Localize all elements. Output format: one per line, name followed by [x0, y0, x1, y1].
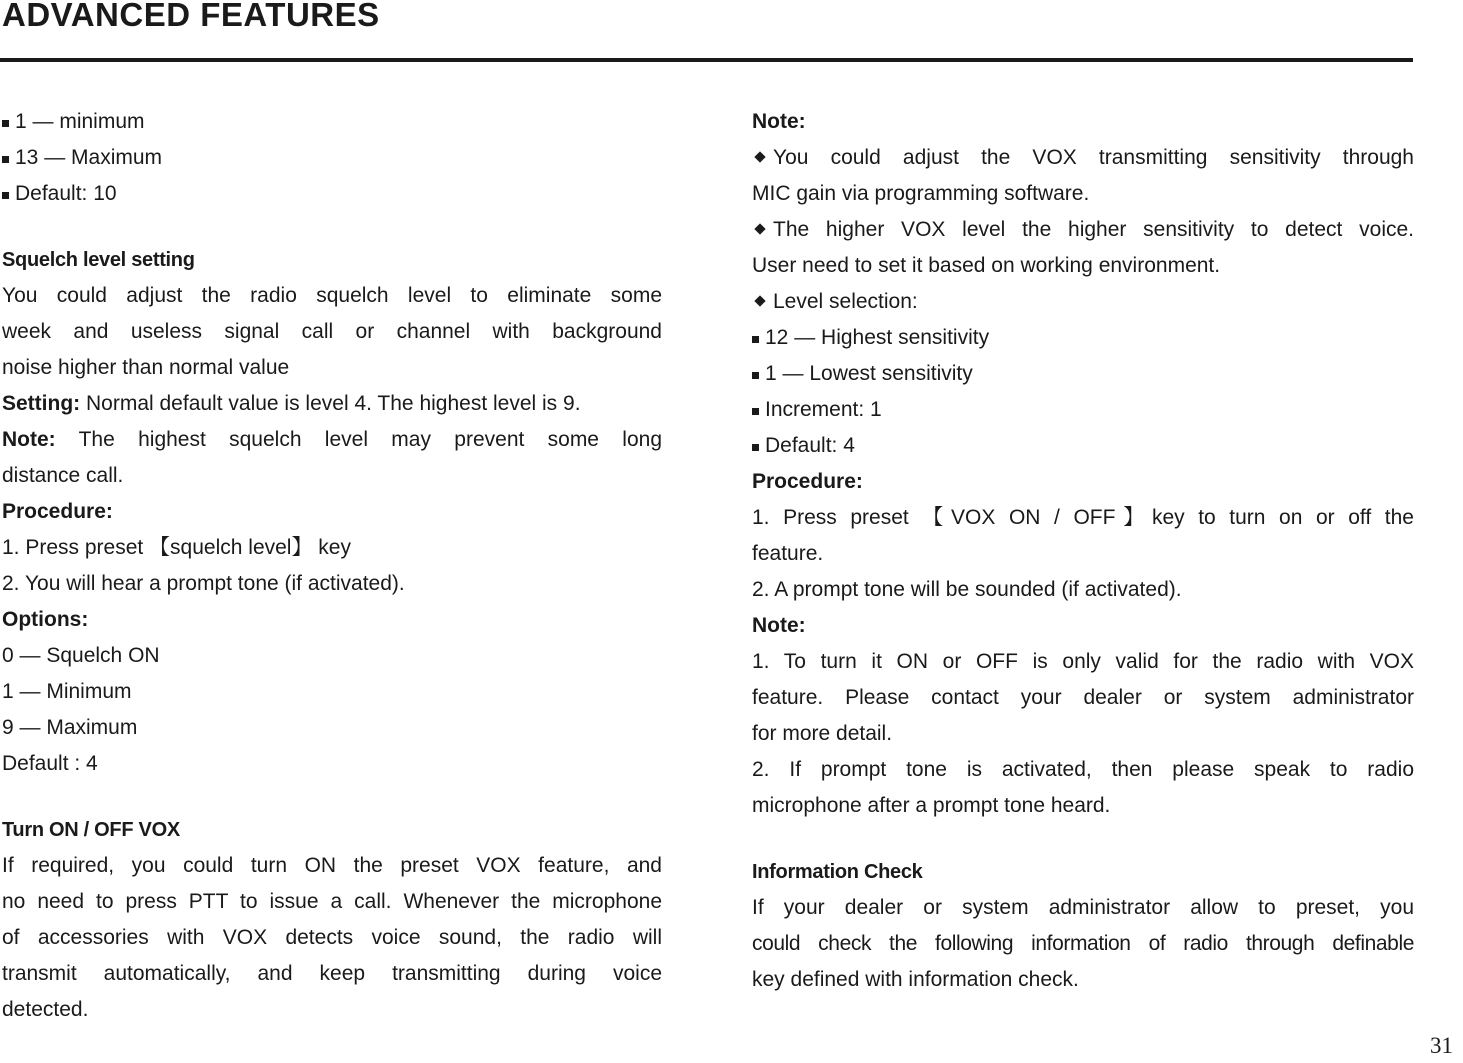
note-item-cont: User need to set it based on working environment. — [752, 254, 1221, 277]
note-line: feature. Please contact your dealer or system administrator — [752, 686, 1414, 709]
section-gap — [752, 824, 1414, 854]
procedure-step: 2. You will hear a prompt tone (if activated). — [2, 572, 405, 595]
option-item: 9 — Maximum — [2, 716, 138, 739]
info-body-line: could check the following information of radio through definable — [752, 932, 1414, 955]
squelch-note-cont: distance call. — [2, 464, 124, 487]
section-gap — [2, 782, 662, 812]
squelch-body-line: week and useless signal call or channel with background — [2, 320, 662, 343]
note-label: Note: — [2, 428, 56, 451]
procedure-step: 1. Press preset 【squelch level】 key — [2, 536, 351, 559]
setting-label: Setting: — [2, 392, 81, 415]
level-list-item: 1 — Lowest sensitivity — [752, 356, 1414, 392]
square-bullet-icon — [752, 372, 759, 379]
right-column — [752, 104, 1414, 998]
squelch-setting — [2, 386, 662, 422]
level-list-item: Default: 10 — [2, 176, 662, 212]
procedure-step: 1. Press preset 【VOX ON / OFF】key to turn on or off the — [752, 506, 1414, 529]
level-list-item: Default: 4 — [752, 428, 1414, 464]
note-line: microphone after a prompt tone heard. — [752, 794, 1111, 817]
section-gap — [2, 212, 662, 242]
setting-text: Normal default value is level 4. The highest level is 9. — [80, 392, 581, 415]
level-list-item: 1 — minimum — [2, 104, 662, 140]
squelch-body-line: noise higher than normal value — [2, 356, 290, 379]
procedure-step: 2. A prompt tone will be sounded (if activated). — [752, 578, 1182, 601]
note-line: for more detail. — [752, 722, 893, 745]
square-bullet-icon — [2, 120, 9, 127]
level-list-item: 13 — Maximum — [2, 140, 662, 176]
squelch-body-line: You could adjust the radio squelch level to eliminate some — [2, 284, 662, 307]
note-item: The higher VOX level the higher sensitivity to detect voice. — [752, 212, 1414, 248]
square-bullet-icon — [752, 336, 759, 343]
note-item: Level selection: — [752, 284, 1414, 320]
note-label: Note: — [752, 614, 806, 637]
note-item: You could adjust the VOX transmitting sensitivity through — [752, 140, 1414, 176]
vox-body-line: transmit automatically, and keep transmitting during voice — [2, 962, 662, 985]
option-item: Default : 4 — [2, 752, 98, 775]
info-body-line: key defined with information check. — [752, 968, 1079, 991]
vox-body-line: If required, you could turn ON the preset VOX feature, and — [2, 854, 662, 877]
note-item-cont: MIC gain via programming software. — [752, 182, 1090, 205]
page-number: 31 — [1430, 1033, 1453, 1058]
left-column — [2, 104, 662, 1028]
vox-body-line: no need to press PTT to issue a call. Whenever the microphone — [2, 890, 662, 913]
level-list-item: Increment: 1 — [752, 392, 1414, 428]
option-item: 1 — Minimum — [2, 680, 132, 703]
squelch-heading: Squelch level setting — [2, 249, 195, 271]
square-bullet-icon — [752, 444, 759, 451]
vox-body-line: of accessories with VOX detects voice sound, the radio will — [2, 926, 662, 949]
note-text: The highest squelch level may prevent some long — [55, 428, 662, 451]
procedure-step-cont: feature. — [752, 542, 824, 565]
note-label: Note: — [752, 110, 806, 133]
diamond-bullet-icon — [754, 151, 765, 162]
note-line: 1. To turn it ON or OFF is only valid for the radio with VOX — [752, 650, 1414, 673]
vox-heading: Turn ON / OFF VOX — [2, 819, 180, 841]
squelch-note — [2, 422, 662, 458]
header-rule — [0, 58, 1413, 62]
square-bullet-icon — [752, 408, 759, 415]
info-heading: Information Check — [752, 861, 923, 883]
square-bullet-icon — [2, 192, 9, 199]
page-title: ADVANCED FEATURES — [2, 0, 380, 33]
diamond-bullet-icon — [754, 223, 765, 234]
info-body-line: If your dealer or system administrator allow to preset, you — [752, 896, 1414, 919]
level-list-item: 12 — Highest sensitivity — [752, 320, 1414, 356]
procedure-label: Procedure: — [752, 470, 863, 493]
options-label: Options: — [2, 608, 89, 631]
square-bullet-icon — [2, 156, 9, 163]
diamond-bullet-icon — [754, 295, 765, 306]
option-item: 0 — Squelch ON — [2, 644, 160, 667]
procedure-label: Procedure: — [2, 500, 113, 523]
note-line: 2. If prompt tone is activated, then please speak to radio — [752, 758, 1414, 781]
vox-body-line: detected. — [2, 998, 89, 1021]
